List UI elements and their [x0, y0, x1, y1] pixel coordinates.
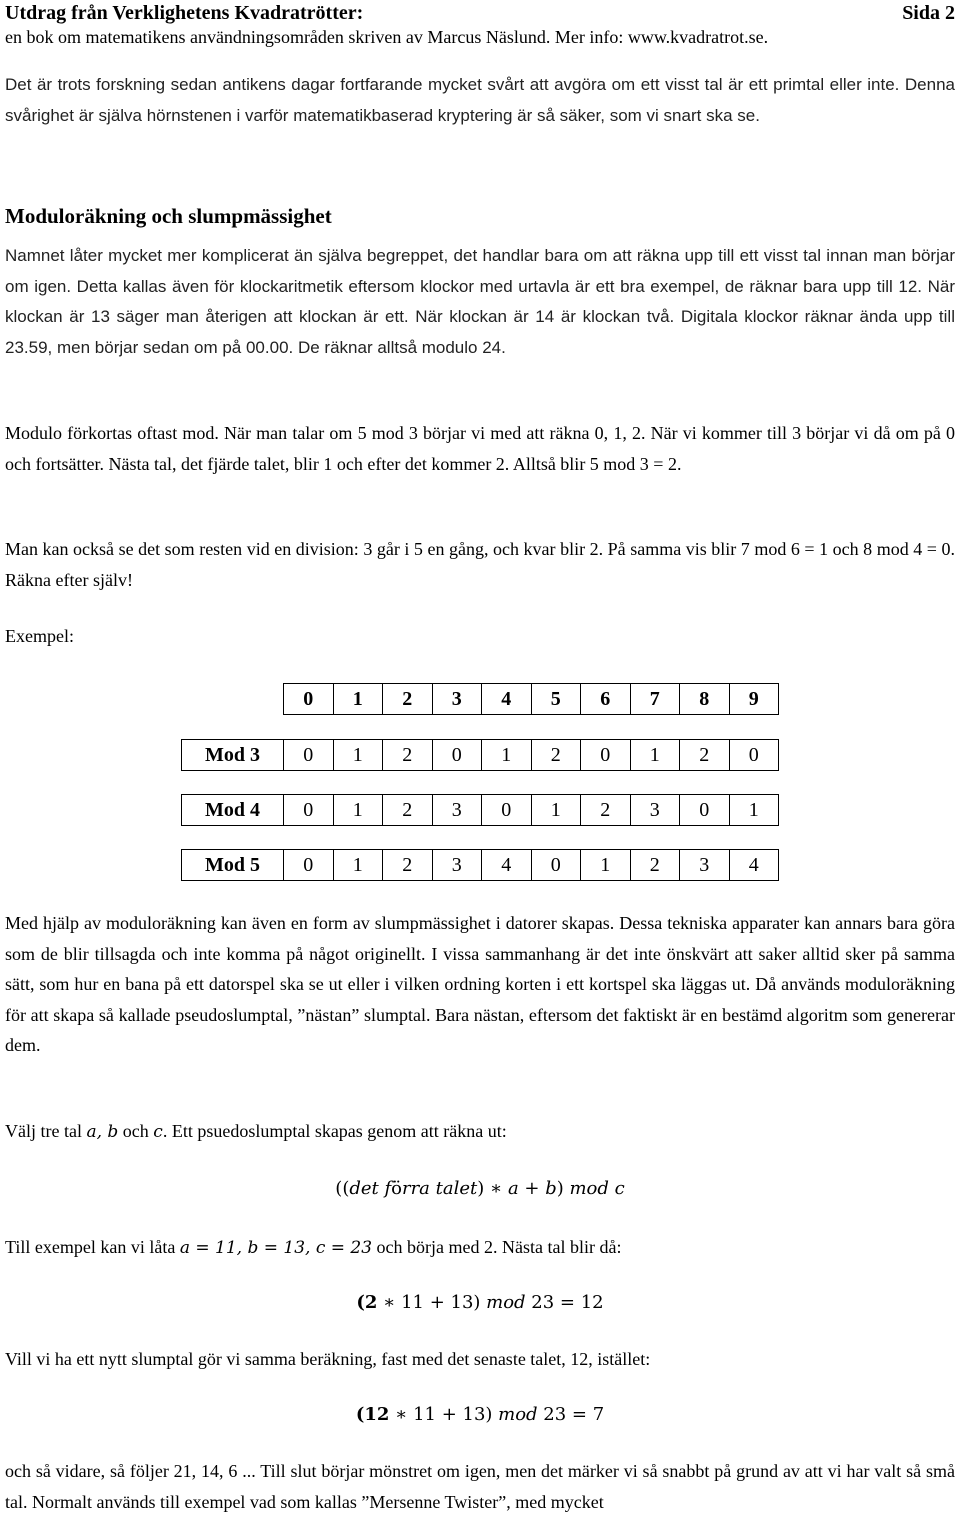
- table-cell: 3: [432, 850, 482, 881]
- math-vars: 𝑎, 𝑏: [86, 1122, 119, 1142]
- header-cell: 7: [630, 684, 680, 715]
- table-cell: 1: [581, 850, 631, 881]
- table-cell: 0: [531, 850, 581, 881]
- paragraph-example-values: [5, 1232, 955, 1264]
- formula-general: ((𝑑𝑒𝑡 𝑓ö𝑟𝑟𝑎 𝑡𝑎𝑙𝑒𝑡) ∗ 𝑎 + 𝑏) 𝑚𝑜𝑑 𝑐: [335, 1178, 625, 1199]
- table-cell: 2: [531, 740, 581, 771]
- table-cell: 2: [680, 740, 730, 771]
- table-cell: 1: [333, 850, 383, 881]
- header-title-line: [5, 1, 955, 25]
- table-cell: 3: [432, 795, 482, 826]
- header-cell: 2: [383, 684, 433, 715]
- header-cell: 3: [432, 684, 482, 715]
- paragraph-choose-numbers: [5, 1116, 955, 1148]
- table-cell: 0: [284, 795, 334, 826]
- table-cell: 0: [729, 740, 779, 771]
- table-header-row: [283, 683, 779, 715]
- header-cell: 5: [531, 684, 581, 715]
- table-cell: 0: [284, 740, 334, 771]
- section-heading: Moduloräkning och slumpmässighet: [5, 204, 332, 228]
- formula-bold-term: (𝟐: [356, 1292, 378, 1313]
- table-cell: 3: [680, 850, 730, 881]
- table-cell: 4: [729, 850, 779, 881]
- paragraph-clock-arithmetic: Namnet låter mycket mer komplicerat än själva begreppet, det handlar bara om att räkna upp till ett visst tal innan man börjar om igen. Detta kallas även för klockaritmetik eftersom klockor med urtavla är ett bra exempel, de räknar bara upp till 12. När klockan är 13 säger man återigen att klockan är ett. När klockan är 14 är klockan två. Digitala klockor räknar ända upp till 23.59, men börjar sedan om på 00.00. De räknar alltså modulo 24.: [5, 246, 955, 357]
- formula-bold-term: (𝟏𝟐: [355, 1404, 390, 1425]
- header-cell: 4: [482, 684, 532, 715]
- formula-example-2: [0, 1400, 960, 1430]
- table-cell: 1: [630, 740, 680, 771]
- row-label: Mod 3: [182, 740, 284, 771]
- text-span: . Ett psuedoslumptal skapas genom att räkna ut:: [162, 1121, 507, 1141]
- row-label: Mod 5: [182, 850, 284, 881]
- header-cell: 8: [680, 684, 730, 715]
- table-cell: 0: [284, 850, 334, 881]
- table-cell: 0: [581, 740, 631, 771]
- table-cell: 4: [482, 850, 532, 881]
- text-span: och börja med 2. Nästa tal blir då:: [372, 1237, 622, 1257]
- text-span: och: [118, 1121, 154, 1141]
- table-row: [181, 794, 779, 826]
- example-label: Exempel:: [5, 626, 74, 646]
- table-cell: 1: [729, 795, 779, 826]
- page-number: Sida 2: [902, 2, 955, 24]
- table-cell: 2: [630, 850, 680, 881]
- table-cell: 1: [531, 795, 581, 826]
- table-cell: 0: [680, 795, 730, 826]
- formula-rest: ∗ 11 + 13) 𝑚𝑜𝑑 23 = 12: [377, 1292, 604, 1313]
- table-cell: 2: [383, 795, 433, 826]
- table-cell: 1: [333, 795, 383, 826]
- math-assignments: 𝑎 = 11, 𝑏 = 13, 𝑐 = 23: [179, 1238, 373, 1258]
- header-cell: 0: [284, 684, 334, 715]
- table-cell: 0: [432, 740, 482, 771]
- formula-rest: ∗ 11 + 13) 𝑚𝑜𝑑 23 = 7: [389, 1404, 605, 1425]
- text-span: Till exempel kan vi låta: [5, 1237, 180, 1257]
- paragraph-modulo-abbrev: Modulo förkortas oftast mod. När man talar om 5 mod 3 börjar vi med att räkna 0, 1, 2. När vi kommer till 3 börjar vi då om på 0 och fortsätter. Nästa tal, det fjärde talet, blir 1 och efter det kommer 2. Alltså blir 5 mod 3 = 2.: [5, 423, 955, 474]
- table-cell: 2: [581, 795, 631, 826]
- table-cell: 1: [482, 740, 532, 771]
- row-label: Mod 4: [182, 795, 284, 826]
- paragraph-next-number: Vill vi ha ett nytt slumptal gör vi samma beräkning, fast med det senaste talet, 12, istället:: [5, 1349, 651, 1369]
- paragraph-remainder: Man kan också se det som resten vid en division: 3 går i 5 en gång, och kvar blir 2. På samma vis blir 7 mod 6 = 1 och 8 mod 4 = 0. Räkna efter själv!: [5, 539, 955, 590]
- header-cell: 1: [333, 684, 383, 715]
- paragraph-continuation: och så vidare, så följer 21, 14, 6 ... Till slut börjar mönstret om igen, men det märker vi så snabbt på grund av att vi har valt så små tal. Normalt används till exempel vad som kallas ”Mersenne Twister”, med mycket: [5, 1461, 955, 1512]
- table-row: [181, 739, 779, 771]
- formula-example-1: [0, 1288, 960, 1318]
- table-cell: 1: [333, 740, 383, 771]
- table-cell: 3: [630, 795, 680, 826]
- table-cell: 0: [482, 795, 532, 826]
- table-row: [181, 849, 779, 881]
- paragraph-pseudorandom: Med hjälp av moduloräkning kan även en form av slumpmässighet i datorer skapas. Dessa tekniska apparater kan annars bara göra som de blir tillsagda och inte komma på något originellt. I vissa sammanhang är det inte önskvärt att saker alltid sker på samma sätt, som hur en bana på ett datorspel ska se ut eller i vilken ordning korten i ett kortspel ska läggas ut. Då används moduloräkning för att skapa så kallade pseudoslumptal, ”nästan” slumptal. Bara nästan, eftersom det faktiskt är en bestämd algoritm som genererar dem.: [5, 913, 955, 1055]
- intro-paragraph: Det är trots forskning sedan antikens dagar fortfarande mycket svårt att avgöra om ett visst tal är ett primtal eller inte. Denna svårighet är själva hörnstenen i varför matematikbaserad kryptering är så säker, som vi snart ska se.: [5, 75, 955, 125]
- header-cell: 6: [581, 684, 631, 715]
- header-cell: 9: [729, 684, 779, 715]
- book-subtitle: en bok om matematikens användningsområden skriven av Marcus Näslund. Mer info: www.kvadratrot.se.: [5, 27, 769, 47]
- book-title: Utdrag från Verklighetens Kvadratrötter:: [5, 2, 364, 24]
- table-cell: 2: [383, 850, 433, 881]
- table-cell: 2: [383, 740, 433, 771]
- text-span: Välj tre tal: [5, 1121, 87, 1141]
- math-var-c: 𝑐: [153, 1122, 163, 1142]
